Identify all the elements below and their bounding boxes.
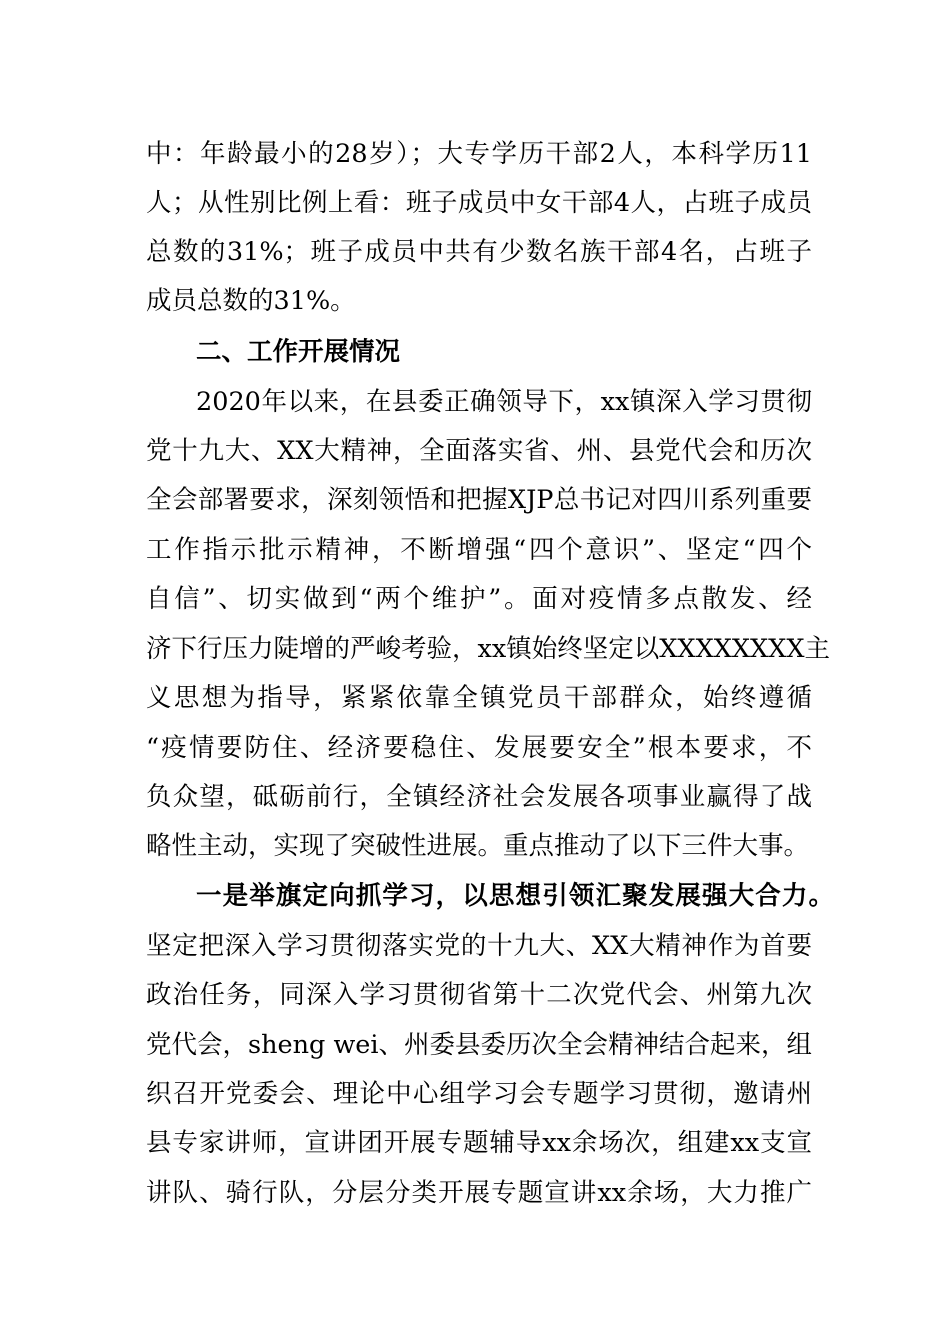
paragraph-line: 党代会，sheng wei、州委县委历次全会精神结合起来，组 [146, 1030, 813, 1060]
paragraph-line: 坚定把深入学习贯彻落实党的十九大、XX大精神作为首要 [146, 931, 812, 961]
paragraph-line: 中：年龄最小的28岁）；大专学历干部2人，本科学历11 [146, 139, 812, 169]
paragraph-line: 县专家讲师，宣讲团开展专题辅导xx余场次，组建xx支宣 [146, 1128, 812, 1158]
paragraph-line: 党十九大、XX大精神，全面落实省、州、县党代会和历次 [146, 436, 812, 466]
paragraph-line: 全会部署要求，深刻领悟和把握XJP总书记对四川系列重要 [146, 485, 812, 515]
paragraph-line: “疫情要防住、经济要稳住、发展要安全”根本要求，不 [146, 733, 812, 763]
paragraph-line: 工作指示批示精神，不断增强“四个意识”、坚定“四个 [146, 535, 812, 565]
section-heading: 二、工作开展情况 [196, 337, 401, 367]
paragraph-line: 2020年以来，在县委正确领导下，xx镇深入学习贯彻 [196, 387, 812, 417]
paragraph-line: 负众望，砥砺前行，全镇经济社会发展各项事业赢得了战 [146, 782, 812, 812]
paragraph-line: 略性主动，实现了突破性进展。重点推动了以下三件大事。 [146, 831, 810, 861]
paragraph-line: 政治任务，同深入学习贯彻省第十二次党代会、州第九次 [146, 980, 812, 1010]
bold-lead-sentence: 一是举旗定向抓学习，以思想引领汇聚发展强大合力。 [196, 881, 834, 911]
paragraph-line: 自信”、切实做到“两个维护”。面对疫情多点散发、经 [146, 584, 812, 614]
paragraph-line: 讲队、骑行队，分层分类开展专题宣讲xx余场，大力推广 [146, 1178, 812, 1208]
paragraph-line: 织召开党委会、理论中心组学习会专题学习贯彻，邀请州 [146, 1079, 812, 1109]
paragraph-line: 济下行压力陡增的严峻考验，xx镇始终坚定以XXXXXXXX主 [146, 634, 830, 664]
paragraph-line: 成员总数的31%。 [146, 286, 356, 316]
paragraph-line: 义思想为指导，紧紧依靠全镇党员干部群众，始终遵循 [146, 683, 812, 713]
paragraph-line: 人；从性别比例上看：班子成员中女干部4人，占班子成员 [146, 188, 812, 218]
paragraph-line: 总数的31%；班子成员中共有少数名族干部4名，占班子 [146, 237, 812, 267]
